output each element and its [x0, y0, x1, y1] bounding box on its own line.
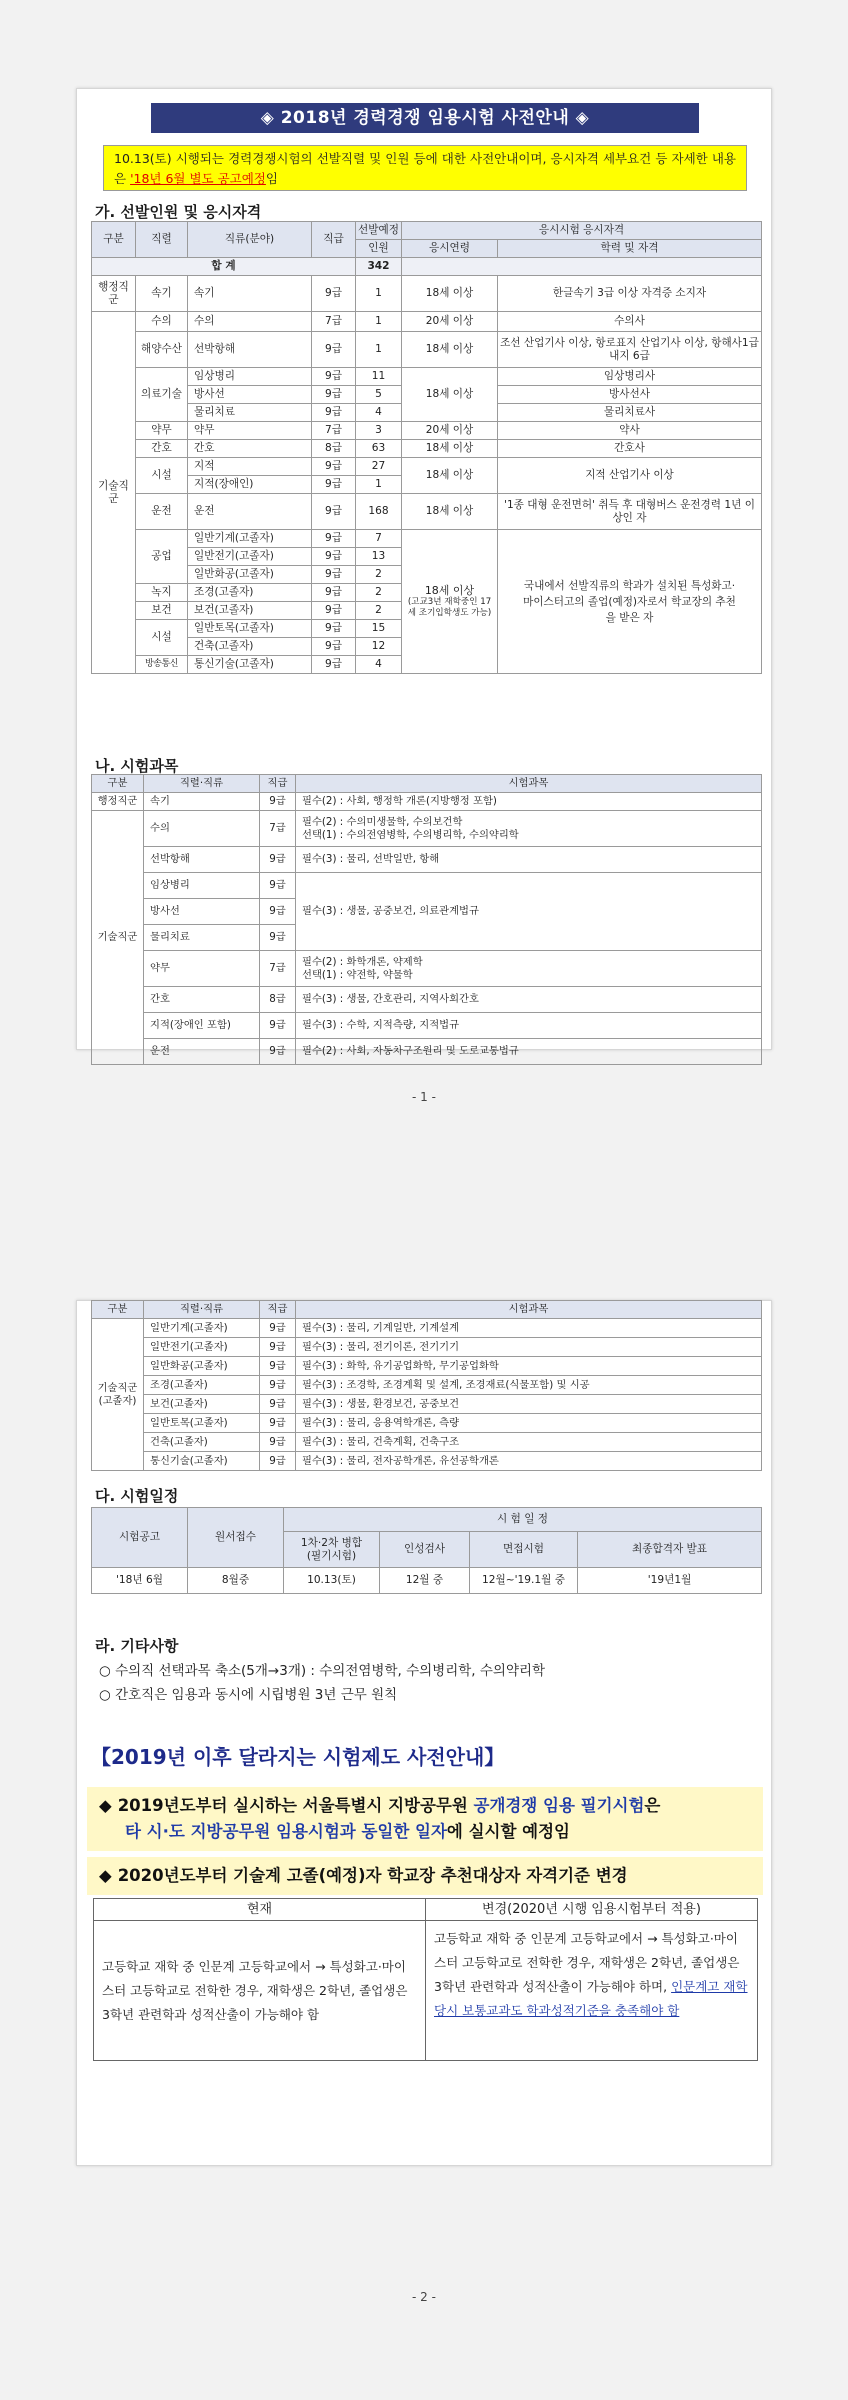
cell-ryeol: 속기 [136, 276, 188, 312]
th-qual: 학력 및 자격 [498, 240, 762, 258]
table-row [92, 1376, 762, 1395]
table-row [92, 1414, 762, 1433]
group-label-sub: (고졸자) [98, 1394, 137, 1407]
th-gubun: 구분 [92, 775, 144, 793]
cell-ryu: 물리치료 [188, 404, 312, 422]
th-jikgeup: 직급 [312, 222, 356, 258]
page-number-2: - 2 - [412, 2290, 436, 2304]
cell-jik: 물리치료 [144, 925, 260, 951]
table-row [92, 1452, 762, 1471]
cell-geup: 7급 [312, 312, 356, 332]
notice-highlight: '18년 6월 별도 공고예정 [130, 171, 266, 186]
subjects-table [91, 774, 762, 1065]
cell-subject: 필수(3) : 물리, 기계일반, 기계설계 [296, 1319, 762, 1338]
table-row [92, 1568, 762, 1594]
subject-required: 필수(2) : 화학개론, 약제학 [302, 955, 423, 968]
cell-ryeol: 수의 [136, 312, 188, 332]
table-row [92, 1395, 762, 1414]
notice-text: 10.13(토) 시행되는 경력경쟁시험의 선발직렬 및 인원 등에 대한 사전안내이며, 응시자격 세부요건 등 자세한 내용은 [114, 151, 736, 186]
cell-ryu: 일반토목(고졸자) [188, 620, 312, 638]
subject-optional: 선택(1) : 수의전염병학, 수의병리학, 수의약리학 [302, 828, 519, 841]
cell-jik: 수의 [144, 811, 260, 847]
cell-geup: 9급 [312, 332, 356, 368]
cell-ryeol: 공업 [136, 530, 188, 584]
th-change: 변경(2020년 시행 임용시험부터 적용) [426, 1899, 758, 1921]
cell-count: 1 [356, 276, 402, 312]
cell-geup: 9급 [260, 925, 296, 951]
change-text: 고등학교 재학 중 인문계 고등학교에서 → 특성화고·마이스터 고등학교로 전학한 경우, 재학생은 2학년, 졸업생은 3학년 관련학과 성적산출이 가능해야 하며, [434, 1931, 740, 1994]
cell-subject: 필수(3) : 화학, 유기공업화학, 무기공업화학 [296, 1357, 762, 1376]
cell-jik: 일반전기(고졸자) [144, 1338, 260, 1357]
table-row [92, 1039, 762, 1065]
cell-count: 27 [356, 458, 402, 476]
cell-subject: 필수(3) : 생물, 환경보건, 공중보건 [296, 1395, 762, 1414]
cell-subject: 필수(3) : 물리, 전자공학개론, 유선공학개론 [296, 1452, 762, 1471]
cell-geup: 9급 [312, 458, 356, 476]
cell-age: 20세 이상 [402, 312, 498, 332]
table-row [92, 793, 762, 811]
cell-qual: '1종 대형 운전면허' 취득 후 대형버스 운전경력 1년 이상인 자 [498, 494, 762, 530]
cell-geup: 9급 [260, 793, 296, 811]
cell-age: 18세 이상 [424, 584, 475, 597]
cell-geup: 9급 [260, 1452, 296, 1471]
cell-ryeol: 간호 [136, 440, 188, 458]
group-label: 기술직군 [92, 811, 144, 1065]
cell-geup: 9급 [260, 1338, 296, 1357]
cell-ryu: 지적 [188, 458, 312, 476]
cell-count: 13 [356, 548, 402, 566]
cell-geup: 9급 [260, 1357, 296, 1376]
table-row [92, 494, 762, 530]
th-inwon: 선발예정 [356, 222, 402, 240]
subjects-table-continued [91, 1300, 762, 1471]
cell-ryeol: 운전 [136, 494, 188, 530]
group-label-main: 기술직군 [97, 1381, 138, 1394]
section-b-heading: 나. 시험과목 [95, 757, 179, 775]
table-row [92, 458, 762, 476]
cell-subject: 필수(3) : 물리, 전기이론, 전기기기 [296, 1338, 762, 1357]
cell-geup: 9급 [260, 1414, 296, 1433]
th-jikryeol: 직렬 [136, 222, 188, 258]
subject-required: 필수(2) : 수의미생물학, 수의보건학 [302, 815, 463, 828]
cell-ryu: 간호 [188, 440, 312, 458]
cell-subject [296, 951, 762, 987]
cell-subject: 필수(3) : 물리, 응용역학개론, 측량 [296, 1414, 762, 1433]
cell-geup: 9급 [312, 530, 356, 548]
cell-geup: 8급 [312, 440, 356, 458]
cell-count: 168 [356, 494, 402, 530]
table-row [92, 368, 762, 386]
table-row [92, 312, 762, 332]
cell-geup: 9급 [312, 566, 356, 584]
th-interview: 면접시험 [470, 1532, 578, 1568]
etc-item-2: ○ 간호직은 임용과 동시에 시립병원 3년 근무 원칙 [99, 1687, 398, 1703]
document-title: ◈ 2018년 경력경쟁 임용시험 사전안내 ◈ [151, 103, 699, 133]
table-row [92, 1319, 762, 1338]
cell-age: 18세 이상 [402, 458, 498, 494]
table-row [92, 276, 762, 312]
th-geup: 직급 [260, 775, 296, 793]
diamond-bullet-icon: ◆ [99, 1866, 112, 1885]
th-age: 응시연령 [402, 240, 498, 258]
table-row [92, 1013, 762, 1039]
page-number-1: - 1 - [412, 1090, 436, 1104]
table-row [92, 951, 762, 987]
cell-current: 고등학교 재학 중 인문계 고등학교에서 → 특성화고·마이스터 고등학교로 전학한 경우, 재학생은 2학년, 졸업생은 3학년 관련학과 성적산출이 가능해야 함 [94, 1921, 426, 2061]
cell-geup: 9급 [312, 638, 356, 656]
selection-table [91, 221, 762, 674]
page-2 [76, 1300, 772, 2166]
th-subject: 시험과목 [296, 1301, 762, 1319]
cell-ryu: 보건(고졸자) [188, 602, 312, 620]
cell-written: 10.13(토) [284, 1568, 380, 1594]
cell-geup: 9급 [260, 1395, 296, 1414]
section-a-heading: 가. 선발인원 및 응시자격 [95, 203, 262, 221]
cell-subject: 필수(3) : 수학, 지적측량, 지적법규 [296, 1013, 762, 1039]
th-notice: 시험공고 [92, 1508, 188, 1568]
cell-qual: 수의사 [498, 312, 762, 332]
etc-item-1: ○ 수의직 선택과목 축소(5개→3개) : 수의전염병학, 수의병리학, 수의약리학 [99, 1663, 546, 1679]
cell-geup: 9급 [312, 548, 356, 566]
cell-geup: 9급 [312, 368, 356, 386]
cell-count: 5 [356, 386, 402, 404]
cell-count: 4 [356, 404, 402, 422]
cell-ryu: 방사선 [188, 386, 312, 404]
cell-ryeol: 시설 [136, 458, 188, 494]
th-final: 최종합격자 발표 [578, 1532, 762, 1568]
table-row [92, 422, 762, 440]
cell-jik: 건축(고졸자) [144, 1433, 260, 1452]
table-row [92, 440, 762, 458]
cell-ryu: 건축(고졸자) [188, 638, 312, 656]
cell-count: 1 [356, 312, 402, 332]
cell-geup: 9급 [260, 1319, 296, 1338]
cell-jik: 선박항해 [144, 847, 260, 873]
cell-jik: 조경(고졸자) [144, 1376, 260, 1395]
cell-geup: 9급 [312, 620, 356, 638]
schedule-table [91, 1507, 762, 1594]
cell-subject: 필수(3) : 생물, 간호관리, 지역사회간호 [296, 987, 762, 1013]
cell-subject: 필수(2) : 사회, 자동차구조원리 및 도로교통법규 [296, 1039, 762, 1065]
cell-qual: 약사 [498, 422, 762, 440]
table-row [92, 1357, 762, 1376]
cell-jik: 일반토목(고졸자) [144, 1414, 260, 1433]
cell-ryeol: 약무 [136, 422, 188, 440]
cell-qual: 지적 산업기사 이상 [498, 458, 762, 494]
section-d-heading: 라. 기타사항 [95, 1637, 179, 1655]
banner-2019 [87, 1787, 763, 1851]
th-written-line2: (필기시험) [306, 1549, 357, 1562]
cell-ryu: 임상병리 [188, 368, 312, 386]
cell-geup: 9급 [260, 873, 296, 899]
cell-qual: 임상병리사 [498, 368, 762, 386]
cell-subject [296, 811, 762, 847]
cell-jik: 약무 [144, 951, 260, 987]
cell-count: 12 [356, 638, 402, 656]
th-written-line1: 1차·2차 병합 [300, 1536, 363, 1549]
sum-label: 합 계 [92, 258, 356, 276]
cell-subject: 필수(3) : 물리, 건축계획, 건축구조 [296, 1433, 762, 1452]
th-written [284, 1532, 380, 1568]
cell-ryeol: 방송통신 [136, 656, 188, 674]
group-label: 기술직군 [92, 312, 136, 674]
cell-ryu: 조경(고졸자) [188, 584, 312, 602]
notice-box [103, 145, 747, 191]
cell-interview: 12월~'19.1월 중 [470, 1568, 578, 1594]
cell-change [426, 1921, 758, 2061]
table-row [92, 873, 762, 899]
banner-2020-text: 2020년도부터 기술계 고졸(예정)자 학교장 추천대상자 자격기준 변경 [117, 1866, 628, 1885]
cell-geup: 9급 [312, 602, 356, 620]
th-gubun: 구분 [92, 222, 136, 258]
cell-geup: 9급 [260, 1376, 296, 1395]
cell-age-vocational [402, 530, 498, 674]
cell-ryeol: 해양수산 [136, 332, 188, 368]
th-jik: 직렬·직류 [144, 775, 260, 793]
cell-count: 4 [356, 656, 402, 674]
th-qual-group: 응시시험 응시자격 [402, 222, 762, 240]
cell-geup: 9급 [312, 494, 356, 530]
th-current: 현재 [94, 1899, 426, 1921]
group-label [92, 1319, 144, 1471]
cell-geup: 9급 [260, 899, 296, 925]
diamond-bullet-icon: ◆ [99, 1796, 112, 1815]
cell-jik: 통신기술(고졸자) [144, 1452, 260, 1471]
cell-count: 63 [356, 440, 402, 458]
cell-qual: 국내에서 선발직류의 학과가 설치된 특성화고·마이스터고의 졸업(예정)자로서 학교장의 추천을 받은 자 [498, 530, 762, 674]
sum-row [92, 258, 762, 276]
cell-age: 20세 이상 [402, 422, 498, 440]
cell-ryu: 속기 [188, 276, 312, 312]
cell-qual: 방사선사 [498, 386, 762, 404]
table-row [92, 1338, 762, 1357]
th-jikryu: 직류(분야) [188, 222, 312, 258]
cell-qual: 조선 산업기사 이상, 항로표지 산업기사 이상, 항해사1급 내지 6급 [498, 332, 762, 368]
cell-geup: 8급 [260, 987, 296, 1013]
section-c-heading: 다. 시험일정 [95, 1487, 179, 1505]
cell-age-note: (고교3년 재학중인 17세 조기입학생도 가능) [407, 597, 492, 618]
cell-count: 1 [356, 476, 402, 494]
cell-ryu: 약무 [188, 422, 312, 440]
notice-end: 임 [265, 171, 278, 186]
th-jik: 직렬·직류 [144, 1301, 260, 1319]
cell-geup: 9급 [260, 1013, 296, 1039]
page-1 [76, 88, 772, 1057]
banner-2019-text-e: 에 실시할 예정임 [446, 1822, 570, 1841]
comparison-table [93, 1898, 758, 2061]
cell-ryu: 일반기계(고졸자) [188, 530, 312, 548]
cell-qual: 간호사 [498, 440, 762, 458]
change-text-highlight: 인문계고 재학당시 보통교과도 학과성적기준을 충족해야 함 [434, 1979, 748, 2018]
table-row [92, 811, 762, 847]
th-personality: 인성검사 [380, 1532, 470, 1568]
cell-count: 7 [356, 530, 402, 548]
subject-optional: 선택(1) : 약전학, 약물학 [302, 968, 413, 981]
cell-ryu: 수의 [188, 312, 312, 332]
cell-ryeol: 시설 [136, 620, 188, 656]
cell-ryeol: 녹지 [136, 584, 188, 602]
cell-jik: 간호 [144, 987, 260, 1013]
th-inwon-2: 인원 [356, 240, 402, 258]
sum-value: 342 [356, 258, 402, 276]
banner-2020 [87, 1857, 763, 1895]
th-subject: 시험과목 [296, 775, 762, 793]
table-row [92, 1433, 762, 1452]
th-schedule-group: 시 험 일 정 [284, 1508, 762, 1532]
cell-age: 18세 이상 [402, 494, 498, 530]
cell-geup: 9급 [260, 847, 296, 873]
cell-jik: 일반기계(고졸자) [144, 1319, 260, 1338]
cell-age: 18세 이상 [402, 276, 498, 312]
cell-geup: 7급 [260, 811, 296, 847]
table-row [92, 847, 762, 873]
cell-subject: 필수(3) : 물리, 선박일반, 항해 [296, 847, 762, 873]
cell-qual: 한글속기 3급 이상 자격증 소지자 [498, 276, 762, 312]
cell-ryeol: 의료기술 [136, 368, 188, 422]
cell-apply: 8월중 [188, 1568, 284, 1594]
th-apply: 원서접수 [188, 1508, 284, 1568]
cell-geup: 9급 [312, 386, 356, 404]
cell-subject: 필수(3) : 조경학, 조경계획 및 설계, 조경재료(식물포함) 및 시공 [296, 1376, 762, 1395]
cell-ryu: 운전 [188, 494, 312, 530]
cell-geup: 9급 [312, 276, 356, 312]
th-geup: 직급 [260, 1301, 296, 1319]
cell-geup: 9급 [312, 476, 356, 494]
cell-jik: 보건(고졸자) [144, 1395, 260, 1414]
cell-final: '19년1월 [578, 1568, 762, 1594]
cell-ryu: 선박항해 [188, 332, 312, 368]
cell-geup: 9급 [312, 584, 356, 602]
cell-ryeol: 보건 [136, 602, 188, 620]
cell-qual: 물리치료사 [498, 404, 762, 422]
changes-title: 【2019년 이후 달라지는 시험제도 사전안내】 [91, 1745, 505, 1769]
table-row [92, 332, 762, 368]
cell-count: 2 [356, 566, 402, 584]
cell-jik: 속기 [144, 793, 260, 811]
cell-jik: 운전 [144, 1039, 260, 1065]
cell-count: 2 [356, 602, 402, 620]
cell-ryu: 일반전기(고졸자) [188, 548, 312, 566]
cell-jik: 방사선 [144, 899, 260, 925]
group-label: 행정직군 [92, 793, 144, 811]
cell-geup: 9급 [260, 1433, 296, 1452]
cell-count: 2 [356, 584, 402, 602]
cell-count: 1 [356, 332, 402, 368]
cell-jik: 지적(장애인 포함) [144, 1013, 260, 1039]
banner-2019-text-c: 은 [644, 1796, 661, 1815]
cell-count: 3 [356, 422, 402, 440]
banner-2019-text-b: 공개경쟁 임용 필기시험 [473, 1796, 645, 1815]
cell-jik: 일반화공(고졸자) [144, 1357, 260, 1376]
cell-geup: 9급 [312, 656, 356, 674]
banner-2019-text-d: 타 시·도 지방공무원 임용시험과 동일한 일자 [125, 1822, 447, 1841]
table-row [92, 987, 762, 1013]
cell-ryu: 일반화공(고졸자) [188, 566, 312, 584]
cell-ryu: 지적(장애인) [188, 476, 312, 494]
cell-ryu: 통신기술(고졸자) [188, 656, 312, 674]
cell-subject: 필수(2) : 사회, 행정학 개론(지방행정 포함) [296, 793, 762, 811]
cell-geup: 9급 [312, 404, 356, 422]
cell-geup: 9급 [260, 1039, 296, 1065]
cell-notice: '18년 6월 [92, 1568, 188, 1594]
cell-geup: 7급 [260, 951, 296, 987]
banner-2019-text-a: 2019년도부터 실시하는 서울특별시 지방공무원 [117, 1796, 474, 1815]
cell-age: 18세 이상 [402, 332, 498, 368]
table-row [92, 530, 762, 548]
cell-age: 18세 이상 [402, 440, 498, 458]
cell-jik: 임상병리 [144, 873, 260, 899]
cell-personality: 12월 중 [380, 1568, 470, 1594]
cell-age: 18세 이상 [402, 368, 498, 422]
th-gubun: 구분 [92, 1301, 144, 1319]
cell-count: 11 [356, 368, 402, 386]
cell-geup: 7급 [312, 422, 356, 440]
group-label: 행정직군 [92, 276, 136, 312]
cell-count: 15 [356, 620, 402, 638]
cell-subject: 필수(3) : 생물, 공중보건, 의료관계법규 [296, 873, 762, 951]
